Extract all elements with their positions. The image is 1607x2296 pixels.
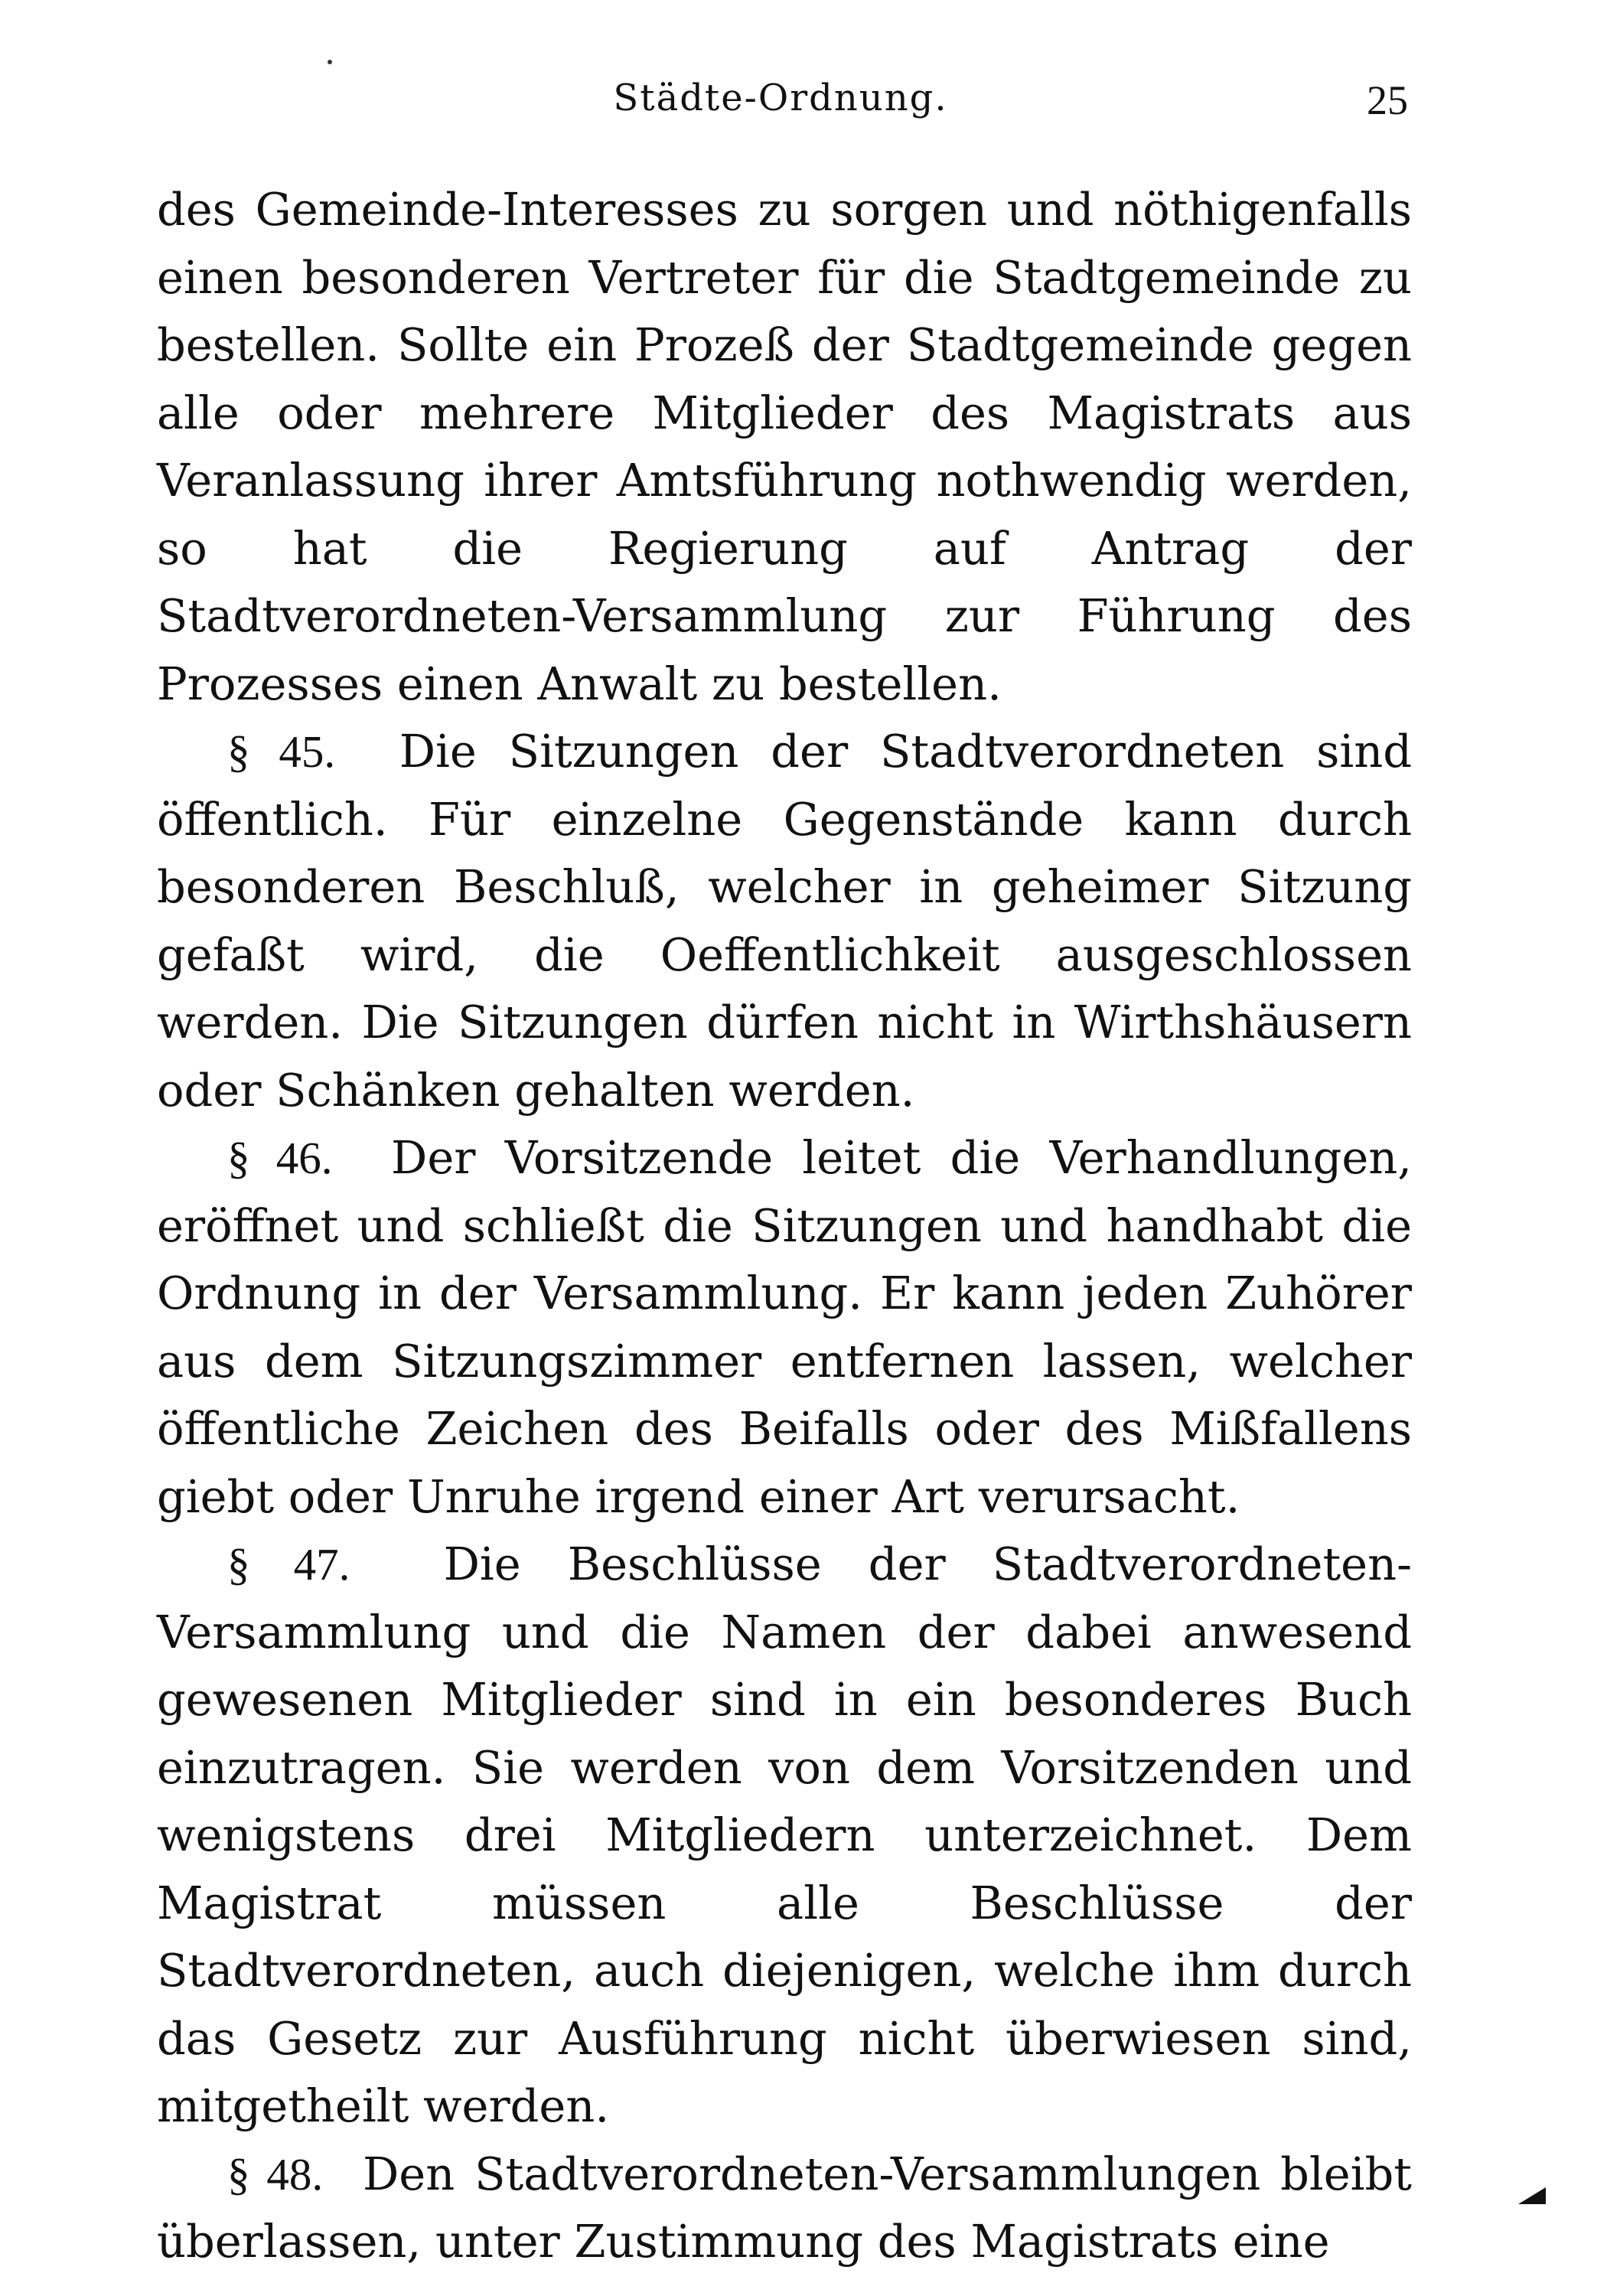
body-text: [157, 176, 1413, 2268]
section-number: § 46.: [227, 1133, 333, 1183]
paragraph-text: Die Beschlüsse der Stadtverordneten-Versammlung und die Namen der dabei anwesend gewesenen Mitglieder sind in ein besonderes Buch einzutragen. Sie werden von dem Vorsitzenden und wenigstens drei Mitgliedern unterzeichnet. Dem Magistrat müssen alle Beschlüsse der Stadtverordneten, auch diejenigen, welche ihm durch das Gesetz zur Ausführung nicht überwiesen sind, mitgetheilt werden.: [157, 1538, 1413, 2132]
paragraph-section-45: [157, 718, 1412, 1124]
paragraph-section-47: [157, 1531, 1412, 2141]
paragraph-text: Den Stadtverordneten-Versammlungen bleibt überlassen, unter Zustimmung des Magistrats eine: [157, 2147, 1413, 2268]
paragraph-section-48: [157, 2141, 1412, 2276]
paragraph-text: Die Sitzungen der Stadtverordneten sind öffentlich. Für einzelne Gegenstände kann durch besonderen Beschluß, welcher in geheimer Sitzung gefaßt wird, die Oeffentlichkeit ausgeschlossen werden. Die Sitzungen dürfen nicht in Wirthshäusern oder Schänken gehalten werden.: [157, 725, 1412, 1117]
paragraph-continuation: [157, 176, 1412, 718]
paragraph-text: Der Vorsitzende leitet die Verhandlungen, eröffnet und schließt die Sitzungen und handhabt die Ordnung in der Versammlung. Er kann jeden Zuhörer aus dem Sitzungszimmer entfernen lassen, welcher öffentliche Zeichen des Beifalls oder des Mißfallens giebt oder Unruhe irgend einer Art verursacht.: [157, 1131, 1413, 1523]
print-speck: [328, 60, 332, 64]
corner-page-mark: [1518, 2187, 1546, 2204]
page-number: 25: [1367, 77, 1408, 123]
section-number: § 48.: [227, 2148, 324, 2200]
section-number: § 45.: [227, 726, 336, 777]
running-head: [153, 77, 1408, 138]
section-number: § 47.: [227, 1539, 350, 1590]
running-title: Städte-Ordnung.: [613, 77, 948, 119]
paragraph-section-46: [157, 1124, 1412, 1531]
paragraph-text: des Gemeinde-Interesses zu sorgen und nöthigenfalls einen besonderen Vertreter für die Stadtgemeinde zu bestellen. Sollte ein Prozeß der Stadtgemeinde gegen alle oder mehrere Mitglieder des Magistrats aus Veranlassung ihrer Amtsführung nothwendig werden, so hat die Regierung auf Antrag der Stadtverordneten-Versammlung zur Führung des Prozesses einen Anwalt zu bestellen.: [157, 183, 1412, 710]
